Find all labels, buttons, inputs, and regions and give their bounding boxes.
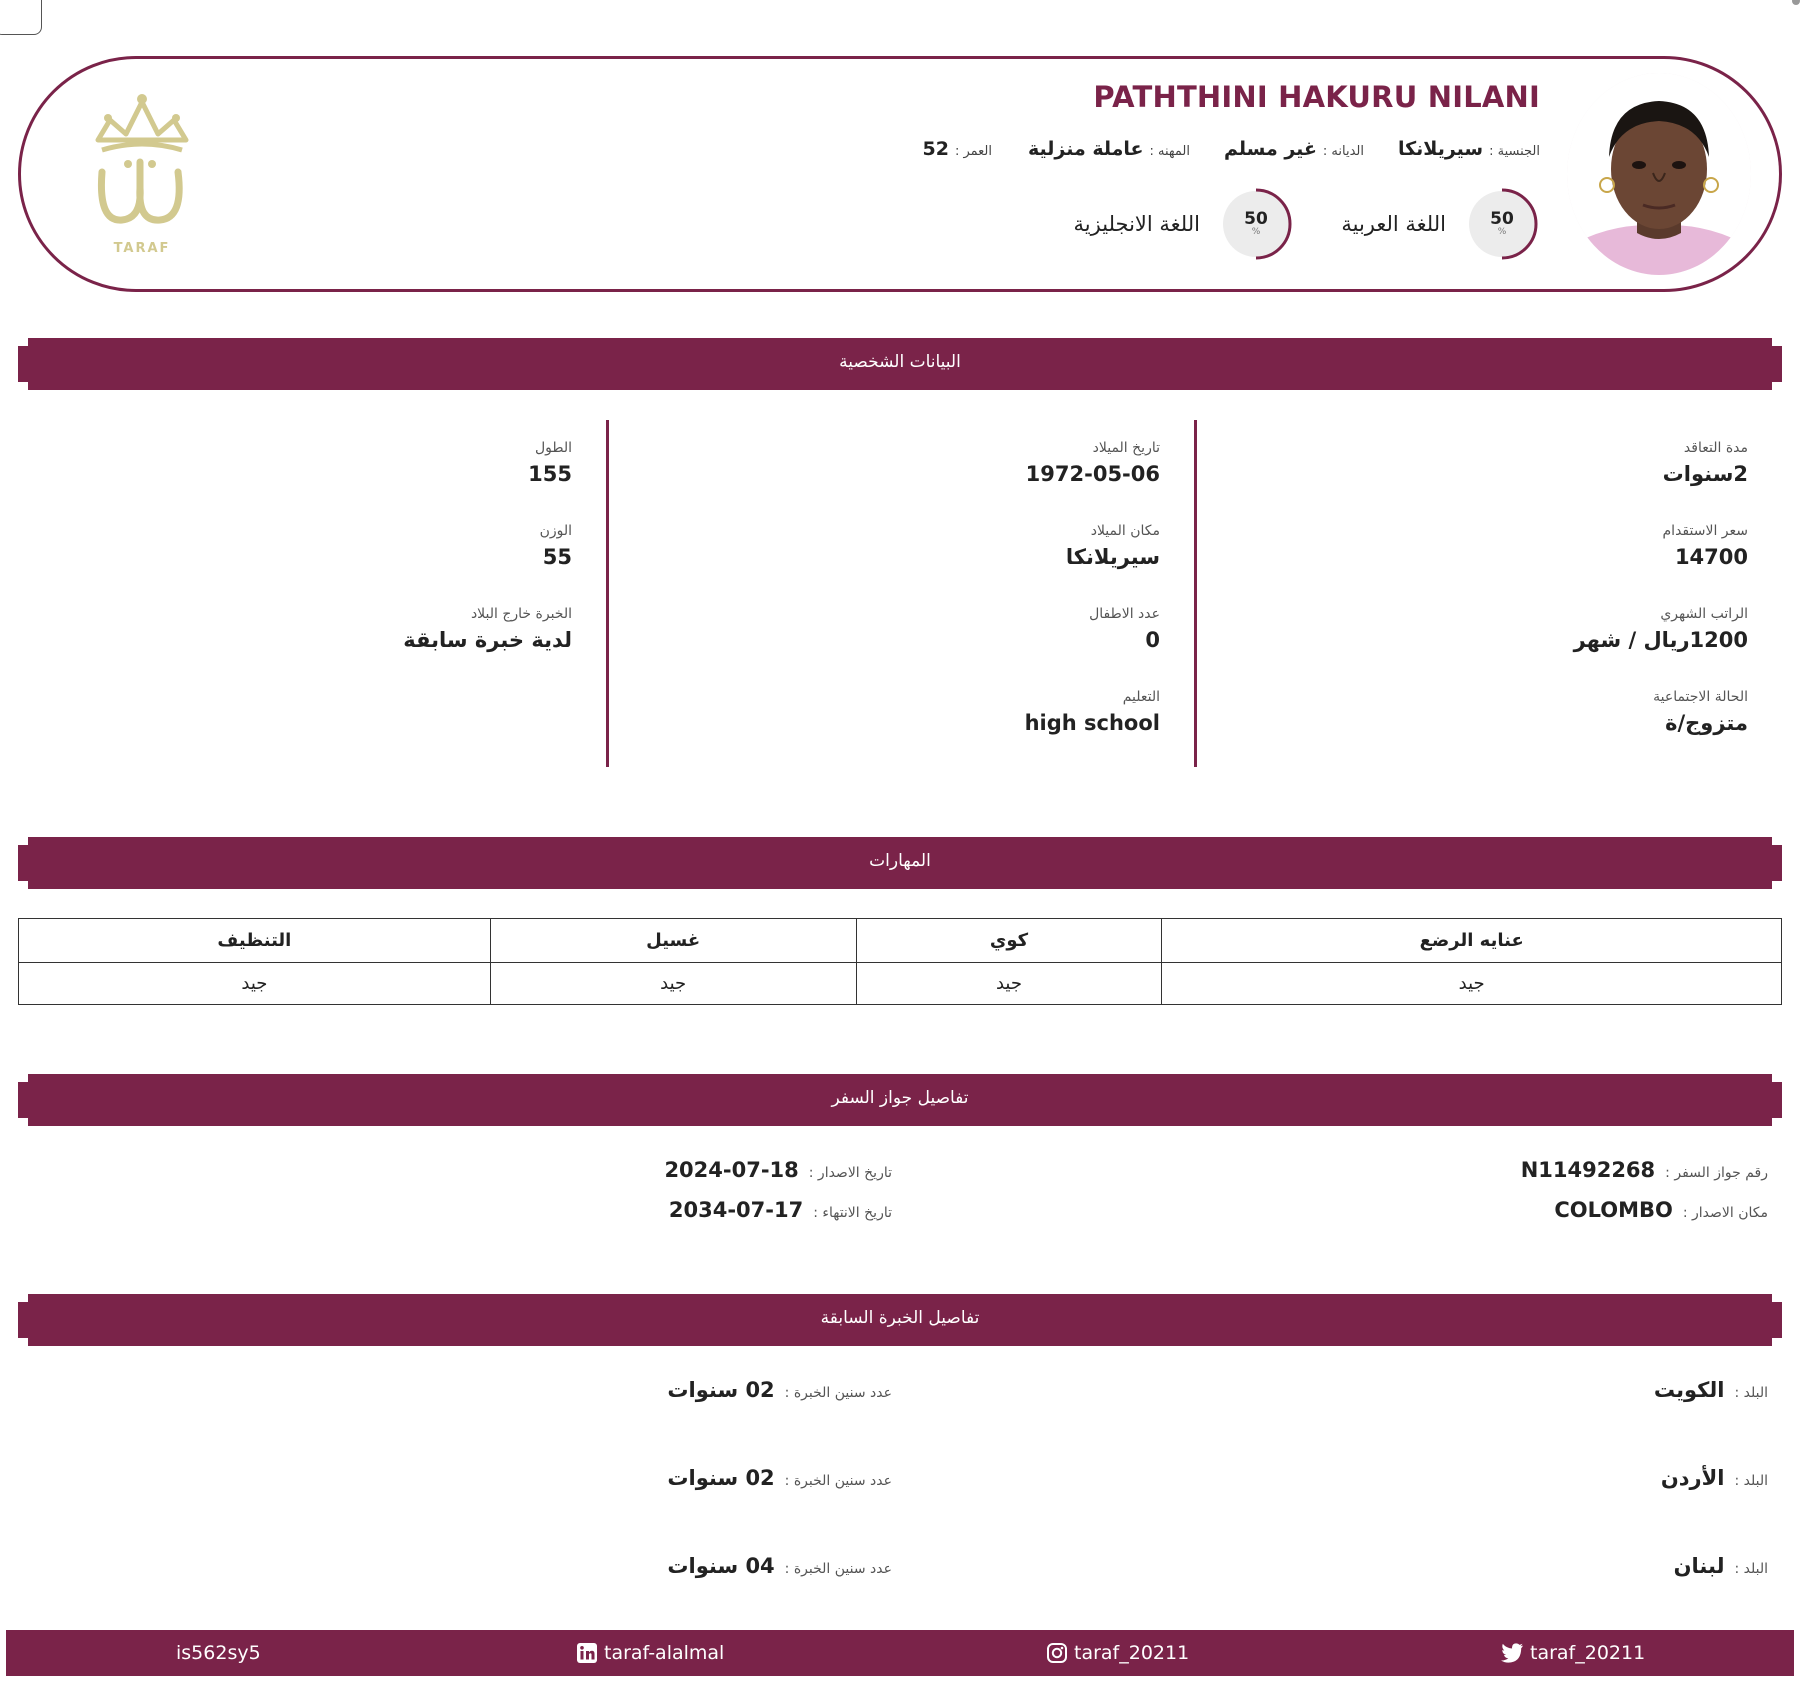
- english-label: اللغة الانجليزية: [1073, 212, 1200, 236]
- birth-date: تاريخ الميلاد 1972-05-06: [1025, 440, 1160, 486]
- skills-title: المهارات: [869, 851, 931, 871]
- arabic-progress-ring: [1466, 188, 1538, 260]
- column-divider: [606, 420, 609, 767]
- skills-banner: [18, 837, 1782, 889]
- arabic-percent-sign: %: [1497, 227, 1507, 237]
- column-divider: [1194, 420, 1197, 767]
- nationality-value: سيريلانكا: [1397, 138, 1484, 160]
- passport-issue-place: مكان الاصدار : COLOMBO: [1554, 1198, 1768, 1222]
- nationality-field: [1398, 138, 1540, 160]
- corner-frame: [0, 0, 42, 35]
- experience-country: البلد : الكويت: [1653, 1378, 1768, 1402]
- instagram-icon: [1046, 1642, 1068, 1664]
- linkedin-icon: [576, 1642, 598, 1664]
- recruitment-fee: سعر الاستقدام 14700: [1662, 523, 1748, 569]
- skills-table: [18, 918, 1782, 1005]
- skill-cleaning: التنظيف: [19, 919, 491, 963]
- height: الطول 155: [528, 440, 572, 486]
- skills-level-row: [19, 963, 1782, 1005]
- linkedin-link[interactable]: [576, 1642, 724, 1664]
- linkedin-handle: taraf-alalmal: [604, 1642, 725, 1664]
- cv-code: is562sy5: [176, 1642, 261, 1664]
- religion-label: الديانه :: [1322, 144, 1364, 159]
- profile-photo: [1567, 73, 1751, 275]
- skills-header-row: [19, 919, 1782, 963]
- passport-title: تفاصيل جواز السفر: [831, 1088, 969, 1108]
- personal-data-title: البيانات الشخصية: [839, 352, 961, 372]
- twitter-link[interactable]: [1500, 1642, 1645, 1664]
- experience-banner: [18, 1294, 1782, 1346]
- worker-name: PATHTHINI HAKURU NILANI: [1093, 80, 1540, 114]
- logo-text: TARAF: [113, 241, 171, 256]
- skill-level: جيد: [19, 963, 491, 1005]
- instagram-handle: taraf_20211: [1074, 1642, 1190, 1664]
- english-percent-sign: %: [1251, 227, 1261, 237]
- english-progress-ring: [1220, 188, 1292, 260]
- monthly-salary: الراتب الشهري 1200ريال / شهر: [1573, 606, 1748, 652]
- religion-field: [1224, 138, 1364, 160]
- passport-expiry-date: تاريخ الانتهاء : 2034-07-17: [668, 1198, 892, 1222]
- education: التعليم high school: [1024, 689, 1160, 735]
- english-percent: 50: [1244, 209, 1268, 229]
- personal-data-banner: [18, 338, 1782, 390]
- arabic-percent: 50: [1490, 209, 1514, 229]
- twitter-icon: [1500, 1642, 1524, 1664]
- skill-level: جيد: [856, 963, 1162, 1005]
- contract-duration: مدة التعاقد 2سنوات: [1662, 440, 1748, 486]
- language-english: [1074, 188, 1292, 260]
- age-label: العمر :: [954, 144, 992, 159]
- age-value: 52: [922, 138, 949, 160]
- footer-bar: [6, 1630, 1794, 1676]
- nationality-label: الجنسية :: [1489, 144, 1540, 159]
- arabic-label: اللغة العربية: [1341, 212, 1446, 236]
- twitter-handle: taraf_20211: [1530, 1642, 1646, 1664]
- personal-column-left: [403, 440, 572, 689]
- experience-country: البلد : الأردن: [1660, 1466, 1768, 1490]
- children-count: عدد الاطفال 0: [1089, 606, 1160, 652]
- taraf-logo: [80, 92, 205, 257]
- age-field: [923, 138, 993, 160]
- skill-level: جيد: [490, 963, 856, 1005]
- marital-status: الحالة الاجتماعية متزوج/ة: [1653, 689, 1748, 735]
- passport-number: رقم جواز السفر : N11492268: [1520, 1158, 1768, 1182]
- personal-column-right: [1574, 440, 1748, 772]
- experience-abroad: الخبرة خارج البلاد لدية خبرة سابقة: [403, 606, 572, 652]
- experience-years: عدد سنين الخبرة : 02 سنوات: [667, 1378, 892, 1402]
- experience-years: عدد سنين الخبرة : 02 سنوات: [667, 1466, 892, 1490]
- corner-dot: [1792, 0, 1800, 5]
- experience-years: عدد سنين الخبرة : 04 سنوات: [667, 1554, 892, 1578]
- weight: الوزن 55: [539, 523, 572, 569]
- skill-ironing: كوي: [856, 919, 1162, 963]
- birth-place: مكان الميلاد سيريلانكا: [1065, 523, 1160, 569]
- personal-column-middle: [1025, 440, 1160, 772]
- religion-value: غير مسلم: [1224, 138, 1317, 160]
- experience-title: تفاصيل الخبرة السابقة: [820, 1308, 980, 1328]
- language-arabic: [1341, 188, 1538, 260]
- skill-level: جيد: [1162, 963, 1782, 1005]
- profession-label: المهنه :: [1149, 144, 1190, 159]
- skill-washing: غسيل: [490, 919, 856, 963]
- profession-field: [1028, 138, 1190, 160]
- passport-issue-date: تاريخ الاصدار : 2024-07-18: [664, 1158, 892, 1182]
- profession-value: عاملة منزلية: [1027, 138, 1144, 160]
- experience-country: البلد : لبنان: [1673, 1554, 1768, 1578]
- skill-infant-care: عنايه الرضع: [1162, 919, 1782, 963]
- instagram-link[interactable]: [1046, 1642, 1189, 1664]
- passport-banner: [18, 1074, 1782, 1126]
